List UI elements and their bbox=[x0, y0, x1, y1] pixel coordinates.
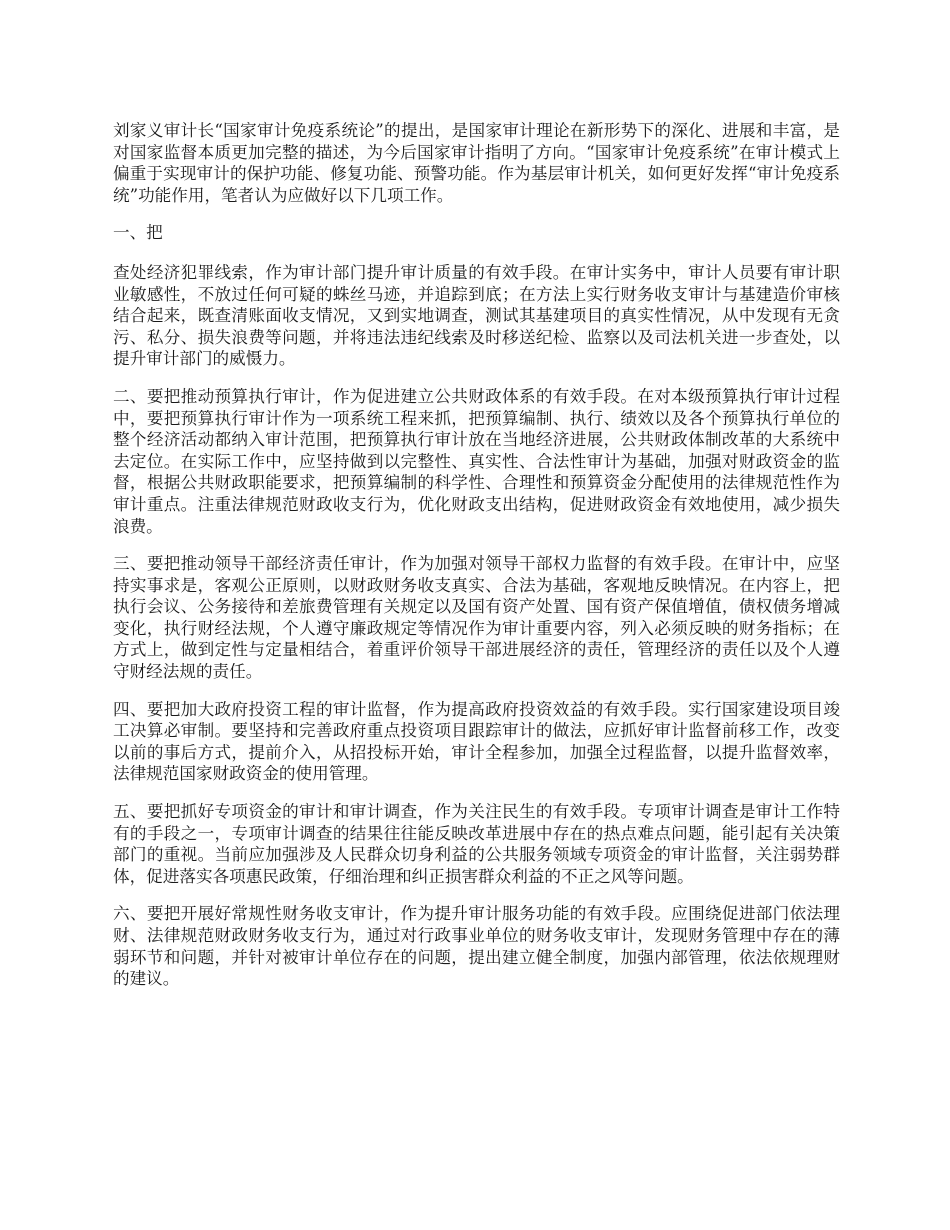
paragraph-1: 查处经济犯罪线索，作为审计部门提升审计质量的有效手段。在审计实务中，审计人员要有审计职业敏感性，不放过任何可疑的蛛丝马迹，并追踪到底；在方法上实行财务收支审计与基建造价审核结合起来，既查清账面收支情况，又到实地调查，测试其基建项目的真实性情况，从中发现有无贪污、私分、损失浪费等问题，并将违法违纪线索及时移送纪检、监察以及司法机关进一步查处，以提升审计部门的威慑力。 bbox=[113, 262, 840, 369]
paragraph-4: 四、要把加大政府投资工程的审计监督，作为提高政府投资效益的有效手段。实行国家建设项目竣工决算必审制。要坚持和完善政府重点投资项目跟踪审计的做法，应抓好审计监督前移工作，改变以前的事后方式，提前介入，从招投标开始，审计全程参加，加强全过程监督，以提升监督效率，法律规范国家财政资金的使用管理。 bbox=[113, 699, 840, 784]
intro-paragraph: 刘家义审计长“国家审计免疫系统论”的提出，是国家审计理论在新形势下的深化、进展和丰富，是对国家监督本质更加完整的描述，为今后国家审计指明了方向。“国家审计免疫系统”在审计模式上偏重于实现审计的保护功能、修复功能、预警功能。作为基层审计机关，如何更好发挥“审计免疫系统”功能作用，笔者认为应做好以下几项工作。 bbox=[113, 121, 840, 205]
paragraph-2: 二、要把推动预算执行审计，作为促进建立公共财政体系的有效手段。在对本级预算执行审计过程中，要把预算执行审计作为一项系统工程来抓，把预算编制、执行、绩效以及各个预算执行单位的整个经济活动都纳入审计范围，把预算执行审计放在当地经济进展，公共财政体制改革的大系统中去定位。在实际工作中，应坚持做到以完整性、真实性、合法性审计为基础，加强对财政资金的监督，根据公共财政职能要求，把预算编制的科学性、合理性和预算资金分配使用的法律规范性作为审计重点。注重法律规范财政收支行为，优化财政支出结构，促进财政资金有效地使用，减少损失浪费。 bbox=[113, 386, 840, 536]
document-body bbox=[113, 120, 840, 1006]
paragraph-3: 三、要把推动领导干部经济责任审计，作为加强对领导干部权力监督的有效手段。在审计中，应坚持实事求是，客观公正原则，以财政财务收支真实、合法为基础，客观地反映情况。在内容上，把执行会议、公务接待和差旅费管理有关规定以及国有资产处置、国有资产保值增值，债权债务增减变化，执行财经法规，个人遵守廉政规定等情况作为审计重要内容，列入必须反映的财务指标；在方式上，做到定性与定量相结合，着重评价领导干部进展经济的责任，管理经济的责任以及个人遵守财经法规的责任。 bbox=[113, 554, 840, 682]
paragraph-5: 五、要把抓好专项资金的审计和审计调查，作为关注民生的有效手段。专项审计调查是审计工作特有的手段之一，专项审计调查的结果往往能反映改革进展中存在的热点难点问题，能引起有关决策部门的重视。当前应加强涉及人民群众切身利益的公共服务领域专项资金的审计监督，关注弱势群体，促进落实各项惠民政策，仔细治理和纠正损害群众利益的不正之风等问题。 bbox=[113, 802, 840, 886]
paragraph-6: 六、要把开展好常规性财务收支审计，作为提升审计服务功能的有效手段。应围绕促进部门依法理财、法律规范财政财务收支行为，通过对行政事业单位的财务收支审计，发现财务管理中存在的薄弱环节和问题，并针对被审计单位存在的问题，提出建立健全制度，加强内部管理，依法依规理财的建议。 bbox=[113, 904, 840, 989]
section-heading: 一、把 bbox=[113, 223, 163, 243]
